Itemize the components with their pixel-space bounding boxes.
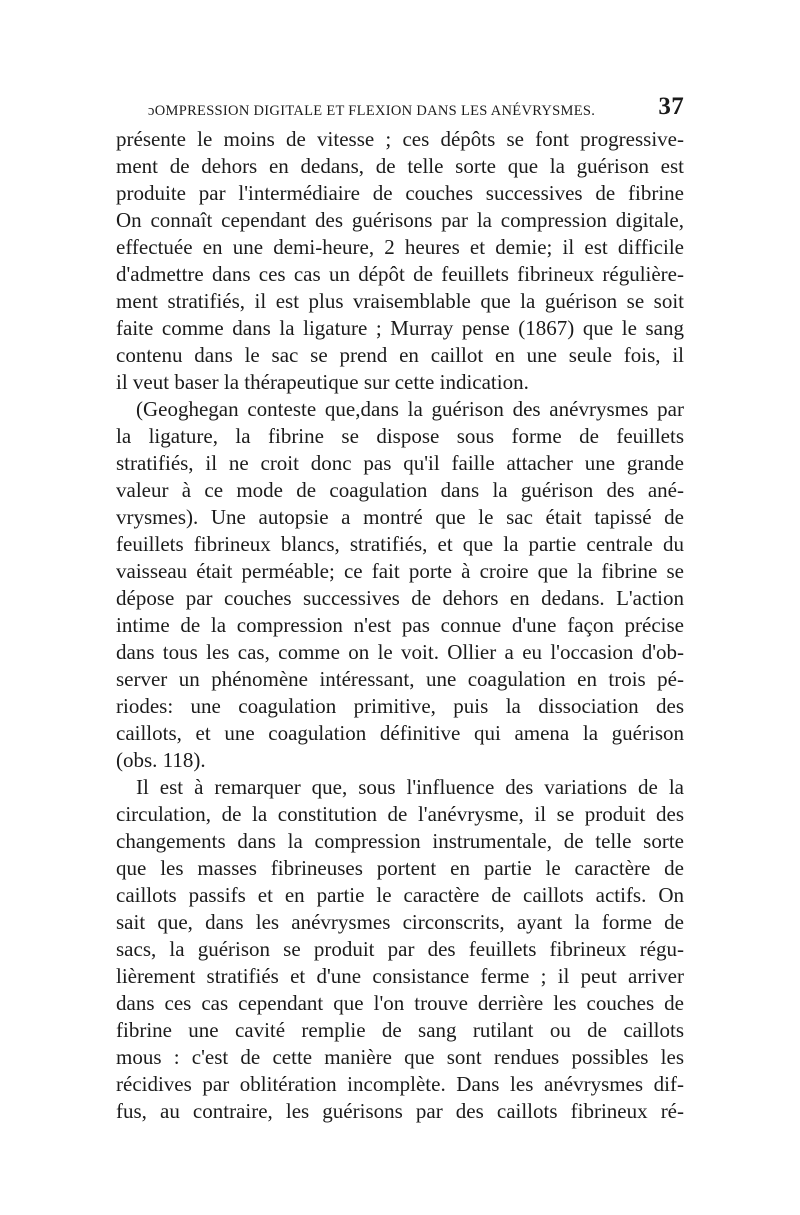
text-line: mous : c'est de cette manière que sont rendues possibles les bbox=[116, 1045, 684, 1069]
paragraph-first-line: (Geoghegan conteste que,dans la guérison des anévrysmes par bbox=[136, 397, 684, 421]
text-line: dépose par couches successives de dehors en dedans. L'action bbox=[116, 586, 684, 610]
text-line: On connaît cependant des guérisons par la compression digitale, bbox=[116, 208, 684, 232]
text-line: faite comme dans la ligature ; Murray pense (1867) que le sang bbox=[116, 316, 684, 340]
paragraph-first-line: Il est à remarquer que, sous l'influence des variations de la bbox=[136, 775, 684, 799]
text-line: dans tous les cas, comme on le voit. Ollier a eu l'occasion d'ob- bbox=[116, 640, 684, 664]
running-title: ɔOMPRESSION DIGITALE ET FLEXION DANS LES ANÉVRYSMES. bbox=[148, 103, 596, 119]
text-line: caillots, et une coagulation définitive qui amena la guérison bbox=[116, 721, 684, 745]
text-line: ment stratifiés, il est plus vraisemblable que la guérison se soit bbox=[116, 289, 684, 313]
text-line: stratifiés, il ne croit donc pas qu'il faille attacher une grande bbox=[116, 451, 684, 475]
body-text bbox=[116, 126, 684, 1125]
text-line: récidives par oblitération incomplète. Dans les anévrysmes dif- bbox=[116, 1072, 684, 1096]
text-line: caillots passifs et en partie le caractère de caillots actifs. On bbox=[116, 883, 684, 907]
text-line: d'admettre dans ces cas un dépôt de feuillets fibrineux régulière- bbox=[116, 262, 684, 286]
text-line: vaisseau était perméable; ce fait porte à croire que la fibrine se bbox=[116, 559, 684, 583]
text-line: circulation, de la constitution de l'anévrysme, il se produit des bbox=[116, 802, 684, 826]
text-line: (obs. 118). bbox=[116, 748, 206, 772]
text-line: la ligature, la fibrine se dispose sous forme de feuillets bbox=[116, 424, 684, 448]
text-line: sait que, dans les anévrysmes circonscrits, ayant la forme de bbox=[116, 910, 684, 934]
text-line: intime de la compression n'est pas connue d'une façon précise bbox=[116, 613, 684, 637]
text-line: ment de dehors en dedans, de telle sorte que la guérison est bbox=[116, 154, 684, 178]
text-line: sacs, la guérison se produit par des feuillets fibrineux régu- bbox=[116, 937, 684, 961]
text-line: riodes: une coagulation primitive, puis la dissociation des bbox=[116, 694, 684, 718]
text-line: contenu dans le sac se prend en caillot en une seule fois, il bbox=[116, 343, 684, 367]
text-line: lièrement stratifiés et d'une consistance ferme ; il peut arriver bbox=[116, 964, 684, 988]
text-line: dans ces cas cependant que l'on trouve derrière les couches de bbox=[116, 991, 684, 1015]
text-line: fus, au contraire, les guérisons par des caillots fibrineux ré- bbox=[116, 1099, 684, 1123]
text-line: produite par l'intermédiaire de couches successives de fibrine bbox=[116, 181, 684, 205]
running-head bbox=[148, 93, 684, 126]
text-line: effectuée en une demi-heure, 2 heures et demie; il est difficile bbox=[116, 235, 684, 259]
text-line: vrysmes). Une autopsie a montré que le sac était tapissé de bbox=[116, 505, 684, 529]
text-line: server un phénomène intéressant, une coagulation en trois pé- bbox=[116, 667, 684, 691]
text-line: feuillets fibrineux blancs, stratifiés, et que la partie centrale du bbox=[116, 532, 684, 556]
text-line: fibrine une cavité remplie de sang rutilant ou de caillots bbox=[116, 1018, 684, 1042]
page-number: 37 bbox=[658, 93, 684, 120]
text-line: valeur à ce mode de coagulation dans la guérison des ané- bbox=[116, 478, 684, 502]
text-line: changements dans la compression instrumentale, de telle sorte bbox=[116, 829, 684, 853]
text-line: que les masses fibrineuses portent en partie le caractère de bbox=[116, 856, 684, 880]
text-line: présente le moins de vitesse ; ces dépôts se font progressive- bbox=[116, 127, 684, 151]
text-line: il veut baser la thérapeutique sur cette indication. bbox=[116, 370, 529, 394]
